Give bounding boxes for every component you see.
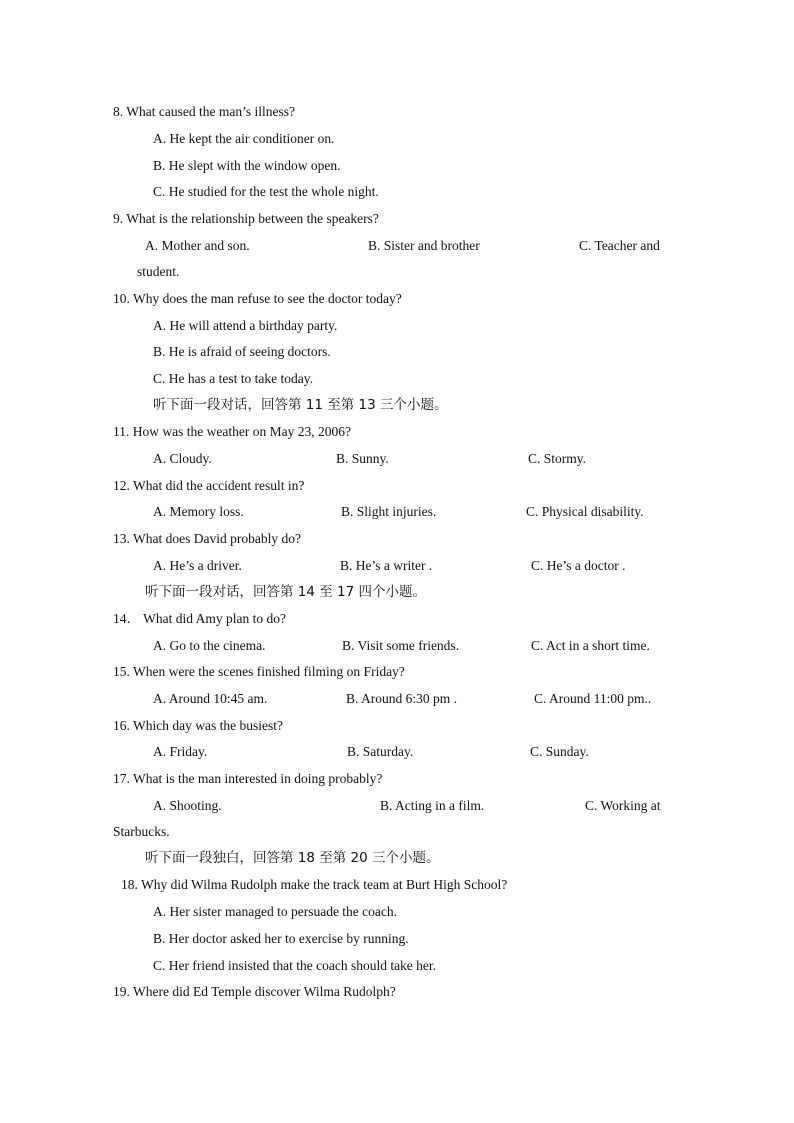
question-18: 18. Why did Wilma Rudolph make the track team at Burt High School? [121,877,508,892]
section-instruction-14-17: 听下面一段对话，回答第 14 至 17 四个小题。 [145,584,427,600]
question-15-option-b: B. Around 6:30 pm . [346,691,458,706]
question-13-option-a: A. He’s a driver. [153,558,242,573]
question-12: 12. What did the accident result in? [113,478,305,493]
question-18-option-b: B. Her doctor asked her to exercise by running. [153,931,409,946]
question-8: 8. What caused the man’s illness? [113,104,295,119]
question-11: 11. How was the weather on May 23, 2006? [113,424,351,439]
question-9-option-b: B. Sister and brother [368,238,480,253]
question-10: 10. Why does the man refuse to see the doctor today? [113,291,402,306]
question-15-option-a: A. Around 10:45 am. [153,691,268,706]
question-13: 13. What does David probably do? [113,531,301,546]
question-10-option-a: A. He will attend a birthday party. [153,318,338,333]
question-8-option-a: A. He kept the air conditioner on. [153,131,335,146]
question-17-option-c-continued: Starbucks. [113,824,170,839]
question-11-option-a: A. Cloudy. [153,451,212,466]
question-18-option-c: C. Her friend insisted that the coach should take her. [153,958,437,973]
question-12-option-b: B. Slight injuries. [341,504,437,519]
question-12-option-c: C. Physical disability. [526,504,644,519]
question-15: 15. When were the scenes finished filming on Friday? [113,664,405,679]
question-14-option-a: A. Go to the cinema. [153,638,266,653]
question-9: 9. What is the relationship between the speakers? [113,211,379,226]
question-17-option-b: B. Acting in a film. [380,798,485,813]
question-10-option-c: C. He has a test to take today. [153,371,313,386]
question-13-option-c: C. He’s a doctor . [531,558,626,573]
question-8-option-b: B. He slept with the window open. [153,158,341,173]
question-17-option-c: C. Working at [585,798,661,813]
question-9-option-a: A. Mother and son. [145,238,250,253]
question-17-option-a: A. Shooting. [153,798,222,813]
question-11-option-c: C. Stormy. [528,451,587,466]
section-instruction-11-13: 听下面一段对话，回答第 11 至第 13 三个小题。 [153,397,448,413]
question-19: 19. Where did Ed Temple discover Wilma Rudolph? [113,984,396,999]
question-12-option-a: A. Memory loss. [153,504,244,519]
question-9-option-c: C. Teacher and [579,238,660,253]
question-14-option-c: C. Act in a short time. [531,638,650,653]
section-instruction-18-20: 听下面一段独白，回答第 18 至第 20 三个小题。 [145,850,440,866]
question-14: 14． What did Amy plan to do? [113,611,286,626]
question-16: 16. Which day was the busiest? [113,718,283,733]
question-11-option-b: B. Sunny. [336,451,389,466]
question-14-option-b: B. Visit some friends. [342,638,460,653]
question-16-option-b: B. Saturday. [347,744,414,759]
question-8-option-c: C. He studied for the test the whole night. [153,184,379,199]
question-16-option-a: A. Friday. [153,744,208,759]
question-13-option-b: B. He’s a writer . [340,558,433,573]
question-10-option-b: B. He is afraid of seeing doctors. [153,344,331,359]
question-17: 17. What is the man interested in doing probably? [113,771,383,786]
question-15-option-c: C. Around 11:00 pm.. [534,691,652,706]
question-18-option-a: A. Her sister managed to persuade the coach. [153,904,398,919]
question-16-option-c: C. Sunday. [530,744,589,759]
question-9-option-c-continued: student. [137,264,180,279]
